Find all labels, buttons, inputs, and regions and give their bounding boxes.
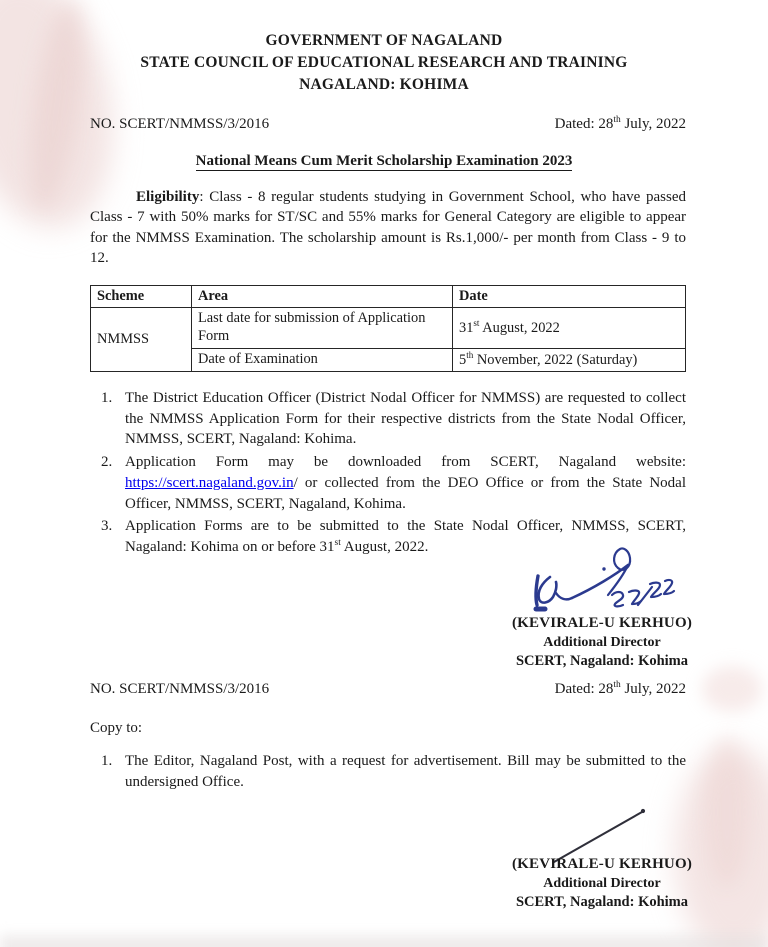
signatory-office-primary: SCERT, Nagaland: Kohima	[515, 652, 689, 669]
point-3-text-after: August, 2022.	[340, 538, 429, 555]
letterhead-line-2: STATE COUNCIL OF EDUCATIONAL RESEARCH AND TRAINING	[140, 54, 628, 71]
date-rest-row-1: August, 2022	[479, 319, 560, 336]
signature-block-secondary	[452, 855, 752, 912]
list-item	[116, 751, 686, 792]
date-rest-row-2: November, 2022 (Saturday)	[473, 351, 638, 368]
table-cell-area-1: Last date for submission of Application Form	[192, 308, 453, 349]
signatory-name-secondary: (KEVIRALE-U KERHUO)	[511, 856, 693, 872]
document-title	[0, 153, 768, 170]
date-suffix-bottom: th	[613, 680, 621, 690]
signatory-role-secondary: Additional Director	[543, 875, 661, 891]
table-header-date: Date	[453, 285, 686, 307]
copy-to-label: Copy to:	[90, 720, 143, 736]
list-item	[116, 516, 686, 557]
date-suffix-row-2: th	[466, 349, 474, 360]
date-label-top: Dated:	[554, 116, 599, 132]
paper-bottom-edge-shadow	[0, 935, 768, 947]
copy-to-item-1: The Editor, Nagaland Post, with a request for advertisement. Bill may be submitted to the undersigned Office.	[125, 753, 686, 790]
table-header-scheme: Scheme	[91, 285, 192, 307]
signatory-name-primary: (KEVIRALE-U KERHUO)	[511, 615, 693, 631]
point-3-text-before: Application Forms are to be submitted to the State Nodal Officer, NMMSS, SCERT, Nagaland: Kohima on or before	[125, 518, 686, 555]
point-3-date-suffix: st	[334, 537, 341, 548]
reference-number-top: NO. SCERT/NMMSS/3/2016	[90, 116, 270, 132]
copy-to-list	[116, 751, 686, 792]
date-label-bottom: Dated:	[554, 681, 599, 697]
table-row	[91, 308, 686, 349]
signature-block-primary	[452, 614, 752, 671]
signatory-office-secondary: SCERT, Nagaland: Kohima	[515, 893, 689, 910]
table-header-row	[91, 285, 686, 307]
date-suffix-row-1: st	[473, 317, 480, 328]
table-cell-date-1	[453, 308, 686, 349]
list-item	[116, 388, 686, 450]
table-cell-date-2	[453, 348, 686, 371]
date-rest-bottom: July, 2022	[620, 681, 686, 697]
instruction-list	[116, 388, 686, 558]
reference-date-top	[555, 115, 686, 133]
date-rest-top: July, 2022	[620, 116, 686, 132]
reference-row-bottom	[0, 680, 768, 698]
reference-number-bottom: NO. SCERT/NMMSS/3/2016	[90, 681, 270, 697]
reference-row-top	[0, 115, 768, 133]
point-2-text-before: Application Form may be downloaded from SCERT, Nagaland website:	[125, 454, 686, 471]
point-1-text: The District Education Officer (District Nodal Officer for NMMSS) are requested to collect the NMMSS Application Form for their respective districts from the State Nodal Officer, NMMSS, SCERT, Nagaland: Kohima.	[125, 390, 686, 448]
table-header-area: Area	[192, 285, 453, 307]
point-2-text-after: / or collected from the DEO Office or from the State Nodal Officer, NMMSS, SCERT, Nagaland, Kohima.	[125, 474, 686, 512]
date-suffix-top: th	[613, 115, 621, 125]
eligibility-text: : Class - 8 regular students studying in Government School, who have passed Class - 7 with 50% marks for ST/SC and 55% marks for General Category are eligible to appear for the NMMSS Examination. The scholarship amount is Rs.1,000/- per month from Class - 9 to 12.	[90, 189, 686, 267]
date-day-top: 28	[598, 116, 614, 132]
schedule-table	[90, 285, 686, 373]
eligibility-paragraph	[90, 187, 686, 269]
document-title-text: National Means Cum Merit Scholarship Examination 2023	[195, 153, 573, 169]
letterhead-line-3: NAGALAND: KOHIMA	[299, 76, 469, 93]
letterhead-line-1: GOVERNMENT OF NAGALAND	[265, 32, 503, 49]
schedule-table-wrapper	[90, 285, 686, 373]
date-day-row-2: 5	[459, 351, 467, 368]
letterhead	[0, 0, 768, 96]
table-cell-area-2: Date of Examination	[192, 348, 453, 371]
date-day-bottom: 28	[598, 681, 614, 697]
eligibility-label: Eligibility	[136, 189, 200, 205]
date-day-row-1: 31	[459, 319, 474, 336]
scert-website-link[interactable]: https://scert.nagaland.gov.in	[125, 474, 294, 491]
signatory-role-primary: Additional Director	[543, 634, 661, 650]
point-3-date-day: 31	[319, 538, 335, 555]
reference-date-bottom	[555, 680, 686, 698]
table-cell-scheme: NMMSS	[91, 308, 192, 372]
list-item	[116, 452, 686, 514]
